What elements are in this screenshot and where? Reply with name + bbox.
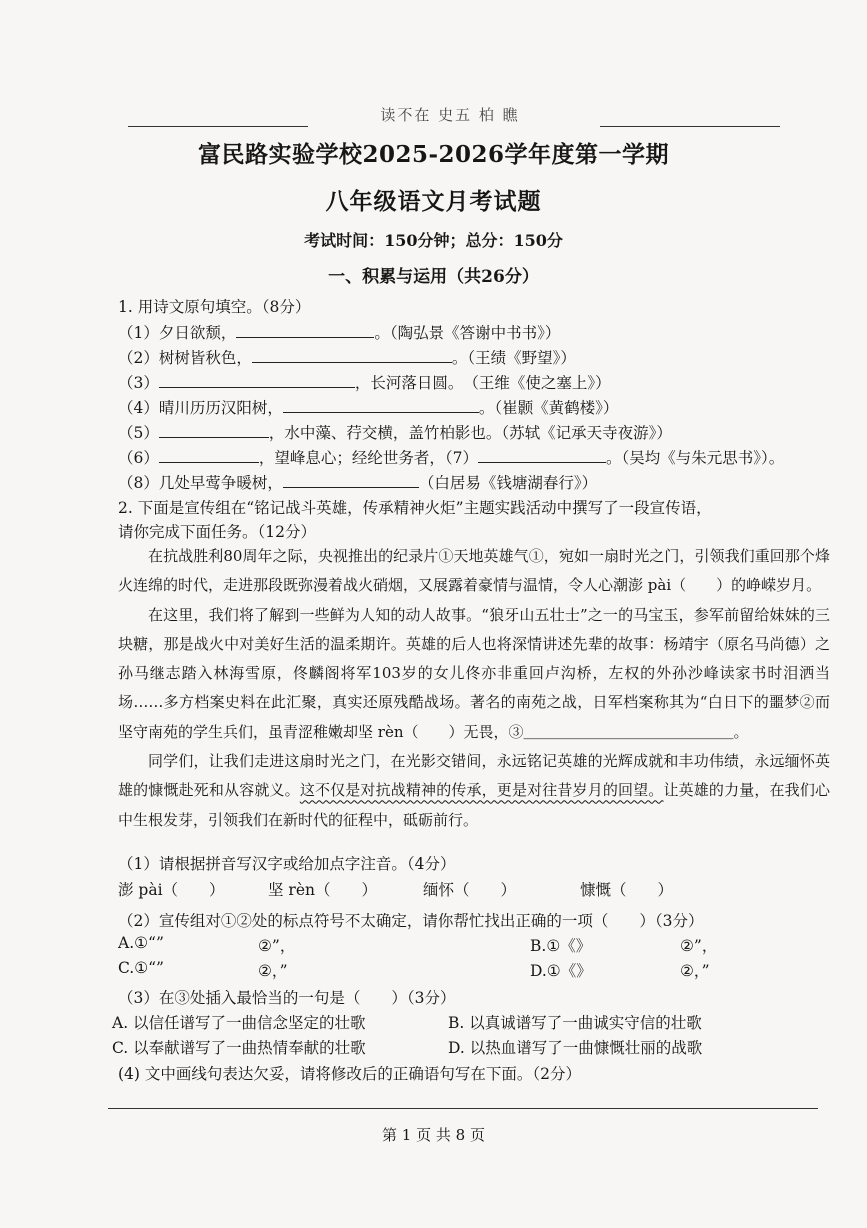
option-a-second: ②”， bbox=[258, 937, 296, 955]
answer-blank[interactable] bbox=[478, 448, 606, 463]
answer-blank[interactable] bbox=[283, 473, 419, 488]
q2-stem-line2: 请你完成下面任务。（12分） bbox=[118, 523, 316, 541]
pinyin-item: 澎 pài（ ） bbox=[118, 881, 225, 899]
q1-item-5-post: ，水中藻、荇交横，盖竹柏影也。（苏轼《记承天寺夜游》） bbox=[268, 424, 672, 442]
underlined-sentence: 这不仅是对抗战精神的传承，更是对往昔岁月的回望。 bbox=[299, 781, 664, 800]
q1-item-2-post: 。（王绩《野望》） bbox=[451, 349, 576, 367]
q1-item-4 bbox=[118, 396, 618, 418]
pinyin-item: 坚 rèn（ ） bbox=[268, 881, 377, 899]
q2-sub3: （3）在③处插入最恰当的一句是（ ）（3分） bbox=[118, 989, 456, 1007]
q2-sub2: （2）宣传组对①②处的标点符号不太确定，请你帮忙找出正确的一项（ ）（3分） bbox=[118, 912, 704, 930]
q1-item-2 bbox=[118, 346, 576, 368]
q1-stem: 1. 用诗文原句填空。（8分） bbox=[118, 298, 311, 316]
q1-item-6-mid: ，望峰息心；经纶世务者，（7） bbox=[258, 449, 478, 467]
q1-item-3 bbox=[118, 371, 611, 393]
page-number: 第 1 页 共 8 页 bbox=[382, 1126, 485, 1144]
q2-passage bbox=[118, 542, 830, 835]
answer-blank[interactable] bbox=[236, 323, 374, 338]
q1-item-5-pre: （5） bbox=[118, 424, 159, 442]
exam-title: 八年级语文月考试题 bbox=[325, 188, 542, 215]
q1-item-4-post: 。（崔颢《黄鹤楼》） bbox=[478, 399, 619, 417]
option-c-second: ②，” bbox=[258, 962, 288, 980]
q2-sub1: （1）请根据拼音写汉字或给加点字注音。（4分） bbox=[118, 855, 456, 873]
pinyin-item: 慷慨（ ） bbox=[580, 881, 674, 899]
q1-item-6-post: 。（吴均《与朱元思书》）。 bbox=[606, 449, 785, 467]
option-b-second: ②”， bbox=[680, 937, 718, 955]
option-a[interactable]: A.①“” bbox=[118, 934, 164, 952]
q2-sub4: (4) 文中画线句表达欠妥，请将修改后的正确语句写在下面。（2分） bbox=[118, 1065, 581, 1083]
q1-item-3-pre: （3） bbox=[118, 374, 159, 392]
header-rule-right bbox=[600, 126, 780, 127]
footer-rule bbox=[108, 1108, 818, 1109]
school-title: 富民路实验学校2025-2026学年度第一学期 bbox=[197, 141, 670, 168]
option-c[interactable]: C. 以奉献谱写了一曲热情奉献的壮歌 bbox=[112, 1039, 366, 1057]
option-c[interactable]: C.①“” bbox=[118, 959, 164, 977]
paragraph-3-part-c: 让英雄的力量，在我们心中生根发芽，引领我们在新时代的征程中，砥砺前行。 bbox=[118, 781, 830, 829]
section-title: 一、积累与运用（共26分） bbox=[328, 267, 539, 287]
q1-item-1 bbox=[118, 321, 560, 343]
passage-paragraph-1: 在抗战胜利80周年之际，央视推出的纪录片①天地英雄气①，宛如一扇时光之门，引领我们重回那个烽火连绵的时代，走进那段既弥漫着战火硝烟，又展露着豪情与温情，令人心潮澎 pài（ ）的峥嵘岁月。 bbox=[118, 547, 830, 595]
q1-item-4-pre: （4）晴川历历汉阳树， bbox=[118, 399, 283, 417]
q1-item-6-pre: （6） bbox=[118, 449, 159, 467]
paragraph-3-part-a: 同学们，让我们走进这扇时光之门，在光影交错间，永远铭记英雄的光辉成就和丰功伟绩，永远缅怀英雄的慷慨赴死和从容就义。 bbox=[118, 752, 830, 800]
q1-item-8-pre: （8）几处早莺争暖树， bbox=[118, 474, 283, 492]
answer-blank[interactable] bbox=[159, 423, 269, 438]
header-top-text: 读不在 史五 柏 瞧 bbox=[380, 106, 520, 124]
header-rule-left bbox=[128, 126, 308, 127]
q1-item-8-post: （白居易《钱塘湖春行》） bbox=[418, 474, 598, 492]
q1-item-8 bbox=[118, 471, 597, 493]
answer-blank[interactable] bbox=[283, 398, 479, 413]
q1-item-1-post: 。（陶弘景《答谢中书书》） bbox=[374, 324, 561, 342]
option-a[interactable]: A. 以信任谱写了一曲信念坚定的壮歌 bbox=[112, 1014, 366, 1032]
passage-paragraph-3 bbox=[118, 747, 830, 835]
option-d[interactable]: D. 以热血谱写了一曲慷慨壮丽的战歌 bbox=[448, 1039, 703, 1057]
option-d-second: ②，” bbox=[680, 962, 710, 980]
exam-info: 考试时间：150分钟；总分：150分 bbox=[304, 231, 563, 250]
answer-blank[interactable] bbox=[159, 373, 355, 388]
q1-item-2-pre: （2）树树皆秋色， bbox=[118, 349, 252, 367]
option-d[interactable]: D.①《》 bbox=[530, 962, 592, 980]
pinyin-item: 缅怀（ ） bbox=[423, 881, 517, 899]
answer-blank[interactable] bbox=[252, 348, 452, 363]
option-b[interactable]: B.①《》 bbox=[530, 937, 592, 955]
q2-stem-line1: 2. 下面是宣传组在“铭记战斗英雄，传承精神火炬”主题实践活动中撰写了一段宣传语， bbox=[118, 499, 712, 517]
answer-blank[interactable] bbox=[159, 448, 259, 463]
q1-item-1-pre: （1）夕日欲颓， bbox=[118, 324, 237, 342]
q1-item-3-post: ，长河落日圆。 （王维《使之塞上》） bbox=[354, 374, 611, 392]
option-b[interactable]: B. 以真诚谱写了一曲诚实守信的壮歌 bbox=[448, 1014, 702, 1032]
q1-item-6 bbox=[118, 446, 784, 468]
passage-paragraph-2: 在这里，我们将了解到一些鲜为人知的动人故事。“狼牙山五壮士”之一的马宝玉，参军前留给妹妹的三块糖，那是战火中对美好生活的温柔期许。英雄的后人也将深情讲述先辈的故事：杨靖宇（原名马尚德）之孙马继志踏入林海雪原，佟麟阁将军103岁的女儿佟亦非重回卢沟桥，左权的外孙沙峰读家书时泪洒当场……多方档案史料在此汇聚，真实还原残酷战场。著名的南苑之战，日军档案称其为“白日下的噩梦②而坚守南苑的学生兵们，虽青涩稚嫩却坚 rèn（ ）无畏，③＿＿＿＿＿＿＿＿＿＿＿＿＿＿。 bbox=[118, 605, 830, 741]
q1-item-5 bbox=[118, 421, 672, 443]
